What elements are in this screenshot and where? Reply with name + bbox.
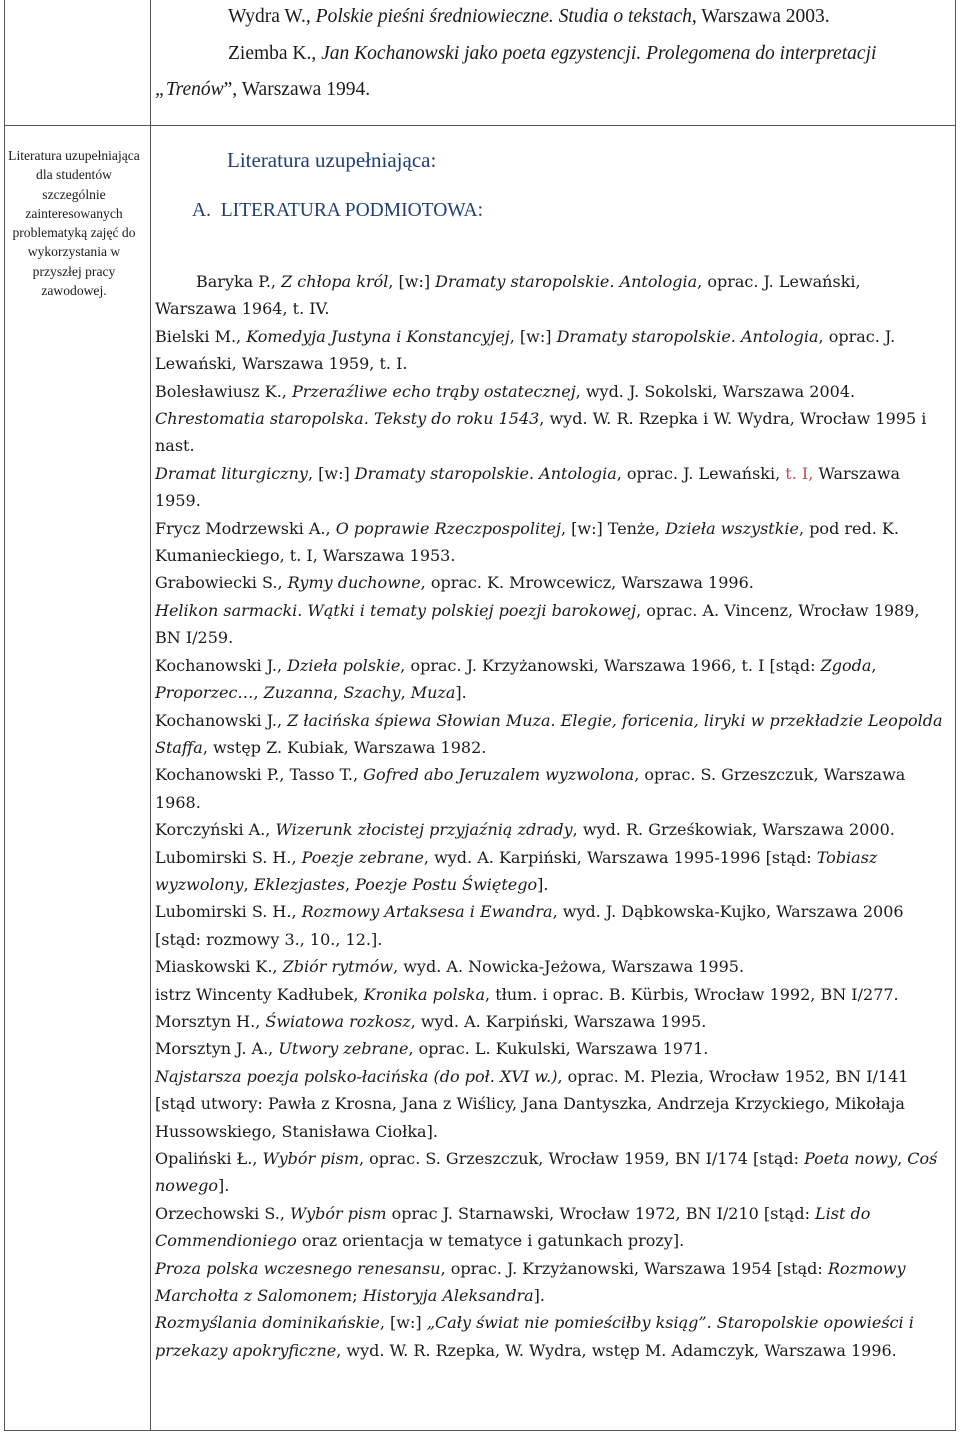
bib-entry-wydra: Wydra W., Polskie pieśni średniowieczne. Studia o tekstach, Warszawa 2003. <box>228 6 830 27</box>
bib-entry: Dramat liturgiczny, [w:] Dramaty staropolskie. Antologia, oprac. J. Lewański, t. I, Warszawa 1959. <box>155 463 901 511</box>
bib-entry: Kochanowski P., Tasso T., Gofred abo Jeruzalem wyzwolona, oprac. S. Grzeszczuk, Warszawa 1968. <box>155 765 906 812</box>
column-divider <box>150 0 151 1430</box>
bib-entry: Helikon sarmacki. Wątki i tematy polskiej poezji barokowej, oprac. A. Vincenz, Wrocław 1989, BN I/259. <box>155 600 920 648</box>
bib-entry: Proza polska wczesnego renesansu, oprac. J. Krzyżanowski, Warszawa 1954 [stąd: Rozmowy Marchołta z Salomonem; Historyja Aleksandra]. <box>155 1258 906 1306</box>
bib-entry: Orzechowski S., Wybór pism oprac J. Starnawski, Wrocław 1972, BN I/210 [stąd: List do Commendioniego oraz orientacja w tematyce i gatunkach prozy]. <box>155 1203 871 1251</box>
bib-entry: Morsztyn J. A., Utwory zebrane, oprac. L. Kukulski, Warszawa 1971. <box>155 1039 709 1059</box>
bib-entry: Korczyński A., Wizerunk złocistej przyjaźnią zdrady, wyd. R. Grześkowiak, Warszawa 2000. <box>155 820 895 840</box>
bib-entry: Najstarsza poezja polsko-łacińska (do poł. XVI w.), oprac. M. Plezia, Wrocław 1952, BN I/141 [stąd utwory: Pawła z Krosna, Jana z Wiślicy, Jana Dantyszka, Andrzeja Krzyckiego, Mikołaja Hussowskiego, Stanisława Ciołka]. <box>155 1066 909 1141</box>
bib-entry-ziemba: Ziemba K., Jan Kochanowski jako poeta egzystencji. Prolegomena do interpretacji <box>228 43 877 64</box>
bib-entry: Rozmyślania dominikańskie, [w:] „Cały świat nie pomieściłby ksiąg”. Staropolskie opowieści i przekazy apokryficzne, wyd. W. R. Rzepka, W. Wydra, wstęp M. Adamczyk, Warszawa 1996. <box>155 1313 914 1360</box>
bib-entry: Opaliński Ł., Wybór pism, oprac. S. Grzeszczuk, Wrocław 1959, BN I/174 [stąd: Poeta nowy, Coś nowego]. <box>155 1149 938 1196</box>
bib-entry: Grabowiecki S., Rymy duchowne, oprac. K. Mrowcewicz, Warszawa 1996. <box>155 573 754 593</box>
bib-entry: Chrestomatia staropolska. Teksty do roku 1543, wyd. W. R. Rzepka i W. Wydra, Wrocław 1995 i nast. <box>155 409 927 456</box>
bib-entry: Bolesławiusz K., Przeraźliwe echo trąby ostatecznej, wyd. J. Sokolski, Warszawa 2004. <box>155 381 856 401</box>
section-heading: Literatura uzupełniająca: <box>227 148 437 172</box>
bib-entry: Frycz Modrzewski A., O poprawie Rzeczpospolitej, [w:] Tenże, Dzieła wszystkie, pod red. K. Kumanieckiego, t. I, Warszawa 1953. <box>155 518 899 566</box>
bib-entry: Baryka P., Z chłopa król, [w:] Dramaty staropolskie. Antologia, oprac. J. Lewański, Warszawa 1964, t. IV. <box>155 272 861 319</box>
row-divider <box>5 125 955 126</box>
bib-entry: Kochanowski J., Z łacińska śpiewa Słowian Muza. Elegie, foricenia, liryki w przekładzie Leopolda Staffa, wstęp Z. Kubiak, Warszawa 1982. <box>155 710 943 757</box>
bib-entry: Lubomirski S. H., Rozmowy Artaksesa i Ewandra, wyd. J. Dąbkowska-Kujko, Warszawa 2006 [stąd: rozmowy 3., 10., 12.]. <box>155 902 904 949</box>
bib-entry: istrz Wincenty Kadłubek, Kronika polska, tłum. i oprac. B. Kürbis, Wrocław 1992, BN I/277. <box>155 984 899 1004</box>
bib-entry: Kochanowski J., Dzieła polskie, oprac. J. Krzyżanowski, Warszawa 1966, t. I [stąd: Zgoda, Proporzec…, Zuzanna, Szachy, Muza]. <box>155 655 877 703</box>
bib-entry: Miaskowski K., Zbiór rytmów, wyd. A. Nowicka-Jeżowa, Warszawa 1995. <box>155 957 745 977</box>
bib-entry: Bielski M., Komedyja Justyna i Konstancyjej, [w:] Dramaty staropolskie. Antologia, oprac. J. Lewański, Warszawa 1959, t. I. <box>155 326 896 374</box>
bib-entry-ziemba-cont: „Trenów”, Warszawa 1994. <box>155 79 371 100</box>
bibliography-list <box>155 268 945 1364</box>
bib-entry: Morsztyn H., Światowa rozkosz, wyd. A. Karpiński, Warszawa 1995. <box>155 1011 707 1031</box>
left-column-note: Literatura uzupełniająca dla studentów szczególnie zainteresowanych problematyką zajęć do wykorzystania w przyszłej pracy zawodowej. <box>8 148 140 299</box>
bib-entry: Lubomirski S. H., Poezje zebrane, wyd. A. Karpiński, Warszawa 1995-1996 [stąd: Tobiasz wyzwolony, Eklezjastes, Poezje Postu Świętego]. <box>155 847 878 894</box>
subsection-heading: A. LITERATURA PODMIOTOWA: <box>192 200 484 221</box>
